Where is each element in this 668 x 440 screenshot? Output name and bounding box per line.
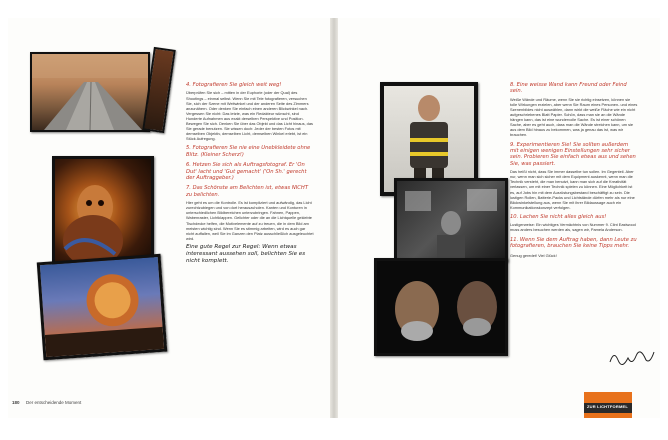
book-spine xyxy=(330,18,338,418)
tip-5-heading: 5. Fotografieren Sie nie eine Unebkleidete ohne Blitz. (Kleiner Scherz!) xyxy=(186,145,311,158)
right-text-column xyxy=(510,82,638,258)
photo-clock-tower-dusk xyxy=(37,254,168,360)
photo-boardwalk xyxy=(30,52,150,132)
chapter-tab-label: ZUR LICHTFORMEL xyxy=(587,404,628,409)
tip-4-heading: 4. Fotografieren Sie gleich weit weg! xyxy=(186,82,282,88)
left-text-column xyxy=(186,82,314,265)
tip-4-body: Überprüfen Sie sich – mitten in der Euphorie (oder der Qual) des Shootings – einmal selbst. Wenn Sie mit Tele fotografieren, versuchen Sie, sich der Szene mit Weitwinkel und der anderen Seite des Zimmers anzunähern. Oder denken Sie einfach einen anderen Blickwinkel nach. Vergessen Sie nicht: Das letzte, was ein Redakteur wünscht, sind Hunderte Aufnahmen aus exakt derselben Perspektive und Position. Bewegen Sie sich. Denken Sie über das Objekt und das Licht hinaus, das Sie gerade benutzen. Sie wissen doch: Jeder der besten Fotos mit demselben Objektiv, demselben Licht, demselben Winkel erlebt, ist ein Stück Aufregung. xyxy=(186,90,313,142)
photo-newsroom xyxy=(394,178,508,262)
author-signature xyxy=(606,348,656,370)
tip-8-body: Weiße Wände und Räume, wenn Sie sie richtig einsetzen, können sie tolle Wirkungen erzielen, aber wenn Sie Raum eines Personen- und eines Szenenbildes nicht auswählen, dann wirkt die weiße Fläche wie ein nicht aufgeschriebenes Blatt Papier. Schön, dass man sie an die Wände hängen kann, das ist eine wundervolle Sache. Es ist einer schönen Sache, aber es geht auch, dass man die Wände streichen kann, um sie aus dem Bild hinaus zu bekommen, was ja genau das ist, was wir brauchen. xyxy=(510,96,638,138)
chapter-tab xyxy=(584,392,632,418)
closing-line: Genug geredet! Viel Glück! xyxy=(510,253,557,259)
tip-6-heading: 6. Hetzen Sie sich als Auftragsfotograf. Er 'On Dut' lacht und 'Gut gemacht' ('On Sh.' gerecht der Auftraggeber.) xyxy=(186,162,307,181)
tip-7-heading: 7. Das Schönste am Belichten ist, etwas NICHT zu belichten. xyxy=(186,185,308,198)
photo-portrait-man xyxy=(374,258,508,356)
rule-of-thumb: Eine gute Regel zur Regel: Wenn etwas interessant aussehen soll, belichten Sie es nicht komplett. xyxy=(186,243,306,264)
tip-9-heading: 9. Experimentieren Sie! Sie sollten außerdem mit einigen wenigen Einstellungen sehr sicher sein. Probieren Sie einfach etwas aus und sehen Sie, was passiert. xyxy=(510,141,636,167)
tip-7-body: Hier geht es um die Kontrolle. Es ist kompliziert und aufwändig, das Licht zurechtzubiegen und von dort herauszuholen. Kanten und Konturen in unterschiedlichen Bildbereichen unterzubringen. Fahnen, Pappen, Wabenraster, Lichtklappen. Gelichter oder die an die Lichtquelle geklebte Tischdecke helfen, die Motivelemente auf zu treuen, die in dem Bild am meisten wichtig sind. Wenn Sie es stimmig arbeiten, wird es auch gar nicht auffallen, weil Sie im Ganzen den Platz ausschließlich ausgeleuchtet wird. xyxy=(186,200,314,241)
tip-9-body: Das heißt nicht, dass Sie immer dasselbe tun sollen. Im Gegenteil. Aber nur, wenn man sich sicher mit dem Equipment auskennt, wenn man die Technik versteht, die man benutzt, kann man sich auf die Kreativität verlassen, um mit einer Technik spielen zu können. Eine Möglichkeit ist es, auf Jobs hin mit dem Ausrüstungsbestand beschäftigt zu sein. Die lustigen Rollen, Batterie-Packs und Lichtstände dürfen mehr als nur eine Blickwinkelstellung aus, wenn Sie mit ihrer Bildaussage auch ein Kommunikationskonzept verfolgen. xyxy=(510,169,635,210)
tip-10-body: Lustigerweise: Ein wichtiges Vermächtnis von Nummer 9. Clint Eastwood muss anders besuchen werden als, sagen wir, Pamela Anderson. xyxy=(510,222,636,233)
page-number: 180 xyxy=(12,400,20,405)
tip-11-heading: 11. Wenn Sie dem Auftrag haben, dann Leute zu fotografieren, brauchen Sie keine Tipps mehr. xyxy=(510,236,637,249)
chapter-title: Der entscheidende Moment xyxy=(26,400,82,405)
tip-8-heading: 8. Eine weisse Wand kann Freund oder Feind sein. xyxy=(510,82,627,95)
tip-10-heading: 10. Lachen Sie nicht alles gleich aus! xyxy=(510,213,607,220)
